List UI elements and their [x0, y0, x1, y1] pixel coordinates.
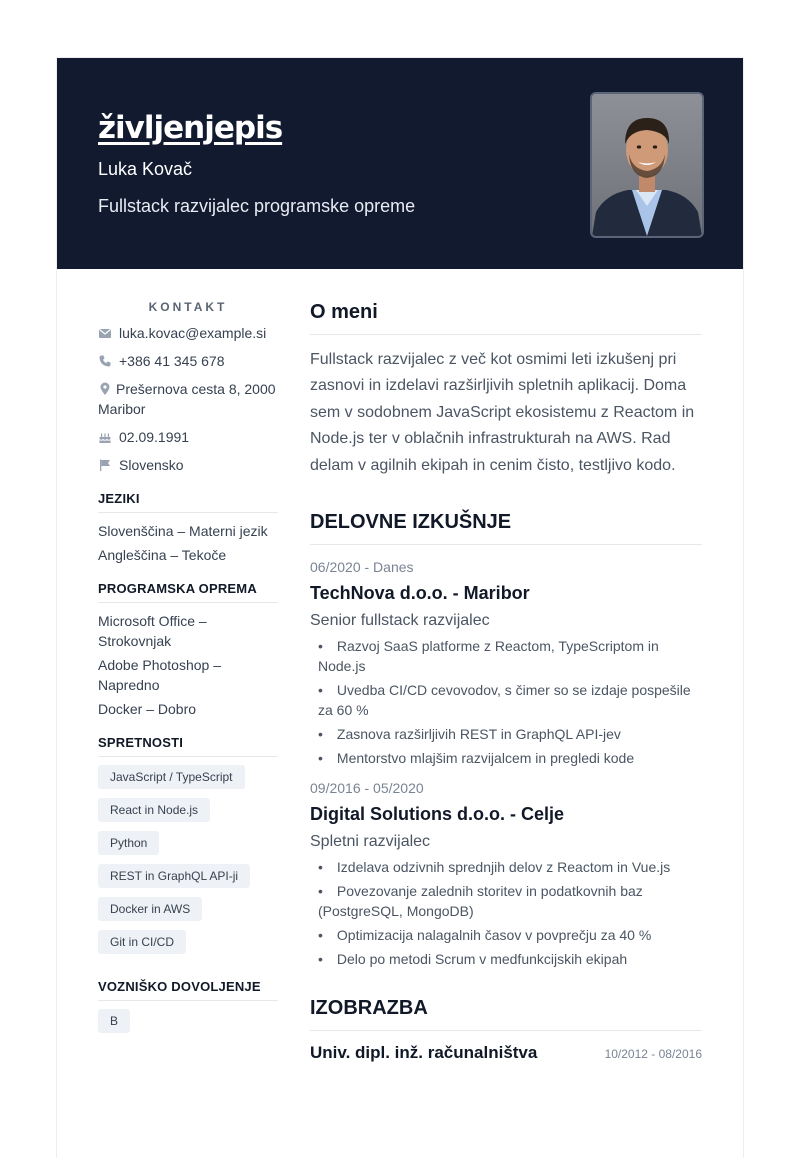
job-company: Digital Solutions d.o.o. - Celje	[310, 804, 565, 825]
job-bullets	[310, 857, 702, 969]
job-bullet: • Povezovanje zalednih storitev in podatkovnih baz (PostgreSQL, MongoDB)	[318, 881, 702, 921]
phone-link[interactable]: +386 41 345 678	[119, 353, 225, 369]
skill-chip: Python	[98, 831, 159, 855]
document-title: življenjepis	[98, 110, 283, 146]
about-text: Fullstack razvijalec z več kot osmimi leti izkušenj pri zasnovi in izdelavi razširljivih spletnih aplikacij. Doma sem v sodobnem JavaScript ekosistemu z Reactom in Node.js ter v oblačnih infrastrukturah na AWS. Rad delam v agilnih ekipah in cenim čisto, testljivo kodo.	[310, 351, 695, 474]
job-bullet: • Izdelava odzivnih sprednjih delov z Reactom in Vue.js	[318, 857, 702, 877]
education-title: IZOBRAZBA	[310, 997, 702, 1031]
education-date: 10/2012 - 08/2016	[604, 1047, 702, 1062]
job-date: 06/2020 - Danes	[310, 559, 414, 576]
education-degree: Univ. dipl. inž. računalništva	[310, 1043, 538, 1063]
job-role: Senior fullstack razvijalec	[310, 612, 490, 630]
main-content	[310, 301, 702, 1063]
skill-chip: REST in GraphQL API-ji	[98, 864, 250, 888]
job-bullet: • Delo po metodi Scrum v medfunkcijskih ekipah	[318, 949, 702, 969]
job-bullet: • Zasnova razširljivih REST in GraphQL API-jev	[318, 724, 702, 744]
software-section	[98, 581, 278, 719]
job-bullets	[310, 636, 702, 768]
header-banner	[57, 58, 743, 269]
person-name: Luka Kovač	[98, 159, 193, 179]
job-company: TechNova d.o.o. - Maribor	[310, 583, 530, 604]
languages-title: JEZIKI	[98, 491, 278, 513]
portrait-image	[592, 94, 702, 236]
job-role: Spletni razvijalec	[310, 833, 431, 851]
cake-icon	[98, 430, 112, 444]
skill-chip: JavaScript / TypeScript	[98, 765, 245, 789]
contact-country	[98, 455, 278, 475]
contact-phone	[98, 351, 278, 371]
contact-birthdate	[98, 427, 278, 447]
job-bullet: • Mentorstvo mlajšim razvijalcem in pregledi kode	[318, 748, 702, 768]
skill-chip: Docker in AWS	[98, 897, 202, 921]
contact-address	[98, 379, 278, 419]
job-entry	[310, 780, 702, 969]
birthdate-text: 02.09.1991	[119, 429, 190, 445]
job-bullet: • Razvoj SaaS platforme z Reactom, TypeScriptom in Node.js	[318, 636, 702, 676]
experience-title: DELOVNE IZKUŠNJE	[310, 511, 702, 545]
cv-page	[57, 58, 743, 1158]
software-title: PROGRAMSKA OPREMA	[98, 581, 278, 603]
sidebar	[98, 300, 278, 1042]
about-title: O meni	[310, 301, 702, 335]
skills-title: SPRETNOSTI	[98, 735, 278, 757]
software-item: Microsoft Office – Strokovnjak	[98, 613, 207, 649]
flag-icon	[98, 458, 112, 472]
skill-chip: React in Node.js	[98, 798, 210, 822]
job-bullet: • Optimizacija nalagalnih časov v povprečju za 40 %	[318, 925, 702, 945]
contact-heading: KONTAKT	[148, 300, 228, 314]
job-bullet: • Uvedba CI/CD cevovodov, s čimer so se izdaje pospešile za 60 %	[318, 680, 702, 720]
education-entry	[310, 1043, 702, 1063]
skills-section	[98, 735, 278, 963]
phone-icon	[98, 354, 112, 368]
languages-section	[98, 491, 278, 565]
license-chip: B	[98, 1009, 130, 1033]
language-item: Slovenščina – Materni jezik	[98, 523, 268, 539]
job-date: 09/2016 - 05/2020	[310, 780, 424, 797]
skill-chip: Git in CI/CD	[98, 930, 186, 954]
language-item: Angleščina – Tekoče	[98, 547, 227, 563]
person-role: Fullstack razvijalec programske opreme	[98, 196, 416, 216]
country-text: Slovensko	[119, 457, 184, 473]
software-item: Adobe Photoshop – Napredno	[98, 657, 221, 693]
email-link[interactable]: luka.kovac@example.si	[119, 325, 267, 341]
license-title: VOZNIŠKO DOVOLJENJE	[98, 979, 278, 1001]
profile-photo	[590, 92, 704, 238]
job-entry	[310, 559, 702, 768]
address-text: Prešernova cesta 8, 2000 Maribor	[98, 381, 276, 417]
license-section	[98, 979, 278, 1042]
envelope-icon	[98, 326, 112, 340]
software-item: Docker – Dobro	[98, 701, 197, 717]
contact-email	[98, 323, 278, 343]
map-pin-icon	[98, 382, 112, 396]
